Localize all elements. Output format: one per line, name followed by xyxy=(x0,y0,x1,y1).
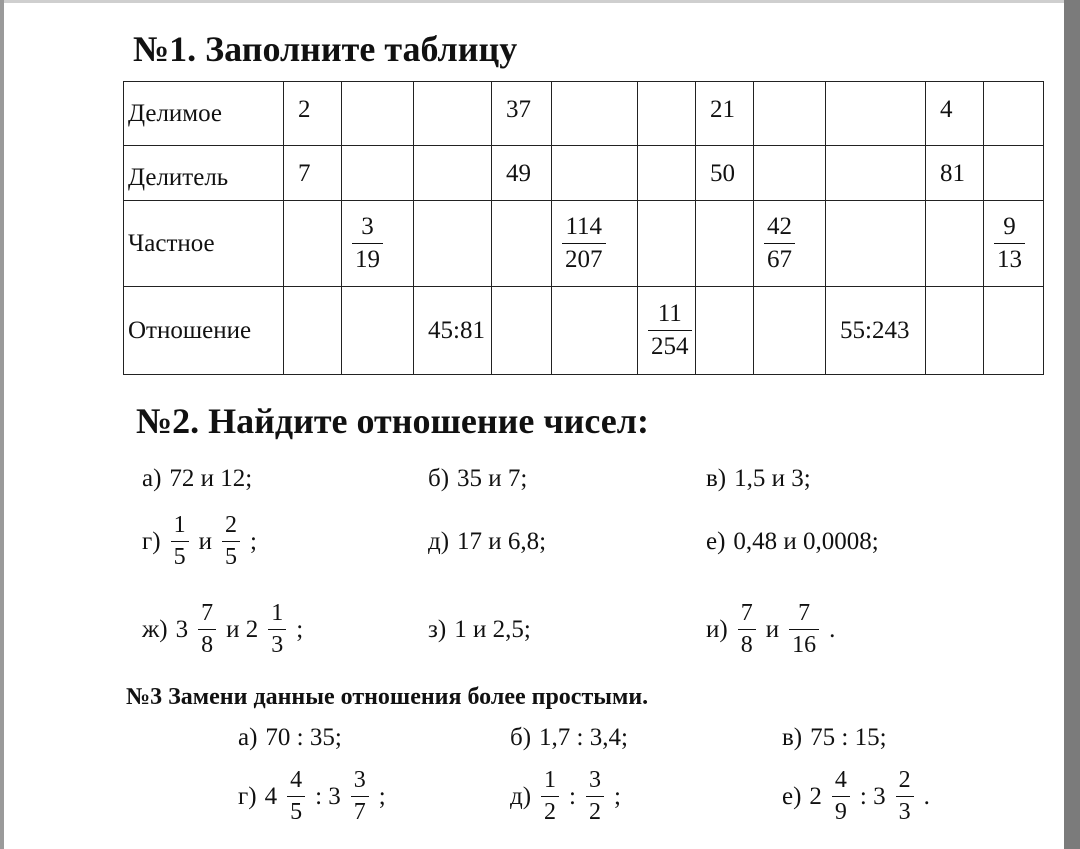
exercise-item xyxy=(782,768,930,825)
task1-title: №1. Заполните таблицу xyxy=(133,29,518,69)
task3-title: №3 Замени данные отношения более простыми. xyxy=(126,684,649,710)
table-cell: 45:81 xyxy=(414,287,492,375)
cell-fraction xyxy=(352,214,383,274)
item-fraction xyxy=(351,768,369,825)
table-cell xyxy=(342,82,414,146)
table-cell xyxy=(414,201,492,287)
item-text: 70 : 35; xyxy=(265,724,342,751)
division-table xyxy=(123,81,1044,375)
table-row xyxy=(124,82,1044,146)
table-cell xyxy=(826,146,926,201)
exercise-item xyxy=(706,528,879,556)
item-text: ; xyxy=(378,782,386,810)
exercise-item xyxy=(782,724,887,752)
item-text: и 2 xyxy=(226,615,259,643)
fraction-bar xyxy=(562,243,606,244)
exercise-item xyxy=(238,724,342,752)
item-text: 4 xyxy=(264,782,278,810)
table-cell: 49 xyxy=(492,146,552,201)
item-text: ; xyxy=(296,615,304,643)
item-letter: и) xyxy=(706,615,728,643)
item-letter: г) xyxy=(142,527,161,555)
fraction-denominator: 5 xyxy=(173,544,186,571)
fraction-numerator: 4 xyxy=(290,767,303,793)
table-cell xyxy=(754,201,826,287)
fraction-numerator: 3 xyxy=(361,212,374,240)
table-cell: 50 xyxy=(696,146,754,201)
fraction-bar xyxy=(764,243,795,244)
table-cell: 81 xyxy=(926,146,984,201)
frame-top xyxy=(0,0,1080,3)
item-text: 2 xyxy=(809,782,822,810)
fraction-numerator: 1 xyxy=(173,512,186,538)
item-text: 0,48 и 0,0008; xyxy=(733,528,879,555)
cell-fraction xyxy=(994,214,1025,274)
table-row xyxy=(124,287,1044,375)
table-cell xyxy=(638,201,696,287)
exercise-item xyxy=(142,513,257,570)
fraction-bar xyxy=(222,541,240,542)
item-letter: б) xyxy=(428,465,450,492)
item-text: ; xyxy=(614,782,621,810)
item-letter: а) xyxy=(142,465,162,492)
item-text: 1 и 2,5; xyxy=(454,616,531,643)
item-letter: д) xyxy=(510,782,532,810)
fraction-numerator: 114 xyxy=(565,212,603,240)
fraction-denominator: 13 xyxy=(997,246,1022,273)
item-text: 1,7 : 3,4; xyxy=(539,724,628,751)
item-letter: в) xyxy=(782,724,803,751)
item-fraction xyxy=(287,768,305,825)
item-text: : 3 xyxy=(315,782,341,810)
fraction-bar xyxy=(198,629,216,630)
exercise-item xyxy=(428,528,546,556)
table-row xyxy=(124,146,1044,201)
item-fraction xyxy=(222,513,240,570)
exercise-item xyxy=(510,724,628,752)
table-cell: 2 xyxy=(284,82,342,146)
fraction-denominator: 19 xyxy=(355,246,380,273)
table-cell xyxy=(754,287,826,375)
table-row xyxy=(124,201,1044,287)
fraction-bar xyxy=(994,243,1025,244)
table-cell xyxy=(984,146,1044,201)
fraction-bar xyxy=(586,796,604,797)
item-text: 72 и 12; xyxy=(169,465,253,492)
fraction-denominator: 3 xyxy=(271,632,284,659)
table-cell xyxy=(984,82,1044,146)
item-text: 3 xyxy=(175,615,189,643)
fraction-bar xyxy=(738,629,756,630)
table-cell xyxy=(284,201,342,287)
fraction-numerator: 7 xyxy=(201,600,214,626)
item-text: : xyxy=(569,782,576,810)
fraction-numerator: 2 xyxy=(898,767,911,793)
exercise-item xyxy=(142,465,252,493)
item-fraction xyxy=(896,768,914,825)
frame-right xyxy=(1064,0,1080,849)
table-cell xyxy=(926,287,984,375)
fraction-denominator: 8 xyxy=(740,632,753,659)
fraction-denominator: 9 xyxy=(834,799,847,826)
row-label: Частное xyxy=(124,201,284,287)
fraction-bar xyxy=(268,629,286,630)
fraction-bar xyxy=(171,541,189,542)
item-fraction xyxy=(198,601,216,658)
fraction-numerator: 2 xyxy=(224,512,237,538)
fraction-bar xyxy=(287,796,305,797)
fraction-bar xyxy=(789,629,819,630)
row-label: Отношение xyxy=(124,287,284,375)
item-fraction xyxy=(738,601,756,658)
frame-left xyxy=(0,0,4,849)
table-cell: 4 xyxy=(926,82,984,146)
item-letter: а) xyxy=(238,724,258,751)
fraction-numerator: 3 xyxy=(353,767,366,793)
item-text: и xyxy=(198,527,212,555)
fraction-numerator: 9 xyxy=(1003,212,1016,240)
table-cell xyxy=(492,287,552,375)
item-letter: з) xyxy=(428,616,447,643)
table-cell xyxy=(638,146,696,201)
table-cell: 7 xyxy=(284,146,342,201)
fraction-numerator: 42 xyxy=(767,212,792,240)
fraction-bar xyxy=(351,796,369,797)
table-cell xyxy=(984,287,1044,375)
exercise-item xyxy=(142,601,303,658)
fraction-denominator: 3 xyxy=(898,799,911,826)
table-cell xyxy=(826,201,926,287)
item-text: 17 и 6,8; xyxy=(457,528,547,555)
item-fraction xyxy=(586,768,604,825)
item-fraction xyxy=(268,601,286,658)
table-cell xyxy=(552,146,638,201)
table-cell xyxy=(696,201,754,287)
exercise-item xyxy=(706,601,835,658)
fraction-denominator: 207 xyxy=(565,246,603,273)
table-cell xyxy=(342,146,414,201)
item-text: . xyxy=(829,615,836,643)
fraction-denominator: 254 xyxy=(651,333,689,360)
fraction-bar xyxy=(832,796,850,797)
fraction-bar xyxy=(648,330,692,331)
table-cell xyxy=(984,201,1044,287)
fraction-numerator: 4 xyxy=(834,767,847,793)
fraction-numerator: 3 xyxy=(589,767,601,793)
cell-fraction xyxy=(562,214,606,274)
item-letter: г) xyxy=(238,782,257,810)
table-cell xyxy=(638,287,696,375)
table-cell xyxy=(342,201,414,287)
item-letter: е) xyxy=(782,782,802,810)
item-fraction xyxy=(541,768,559,825)
row-label: Делимое xyxy=(124,82,284,146)
table-cell xyxy=(492,201,552,287)
item-letter: б) xyxy=(510,724,532,751)
fraction-denominator: 2 xyxy=(544,799,557,826)
item-letter: ж) xyxy=(142,615,168,643)
table-cell xyxy=(826,82,926,146)
item-letter: е) xyxy=(706,528,726,555)
item-fraction xyxy=(171,513,189,570)
item-fraction xyxy=(832,768,850,825)
cell-fraction xyxy=(648,301,692,361)
fraction-numerator: 1 xyxy=(544,767,557,793)
exercise-item xyxy=(706,465,811,493)
fraction-denominator: 5 xyxy=(224,544,237,571)
fraction-numerator: 11 xyxy=(657,299,682,327)
item-letter: д) xyxy=(428,528,450,555)
table-cell xyxy=(638,82,696,146)
table-cell xyxy=(926,201,984,287)
fraction-denominator: 67 xyxy=(767,246,792,273)
exercise-item xyxy=(510,768,621,825)
table-cell xyxy=(754,146,826,201)
table-cell xyxy=(552,287,638,375)
fraction-bar xyxy=(352,243,383,244)
fraction-bar xyxy=(896,796,914,797)
row-label: Делитель xyxy=(124,146,284,201)
table-cell xyxy=(414,82,492,146)
table-cell xyxy=(552,82,638,146)
item-text: . xyxy=(923,782,930,810)
task2-title: №2. Найдите отношение чисел: xyxy=(136,401,649,441)
item-text: 1,5 и 3; xyxy=(734,465,811,492)
item-text: и xyxy=(765,615,780,643)
table-cell: 55:243 xyxy=(826,287,926,375)
item-text: 75 : 15; xyxy=(810,724,887,751)
item-text: 35 и 7; xyxy=(457,465,528,492)
fraction-denominator: 16 xyxy=(792,632,817,659)
exercise-item xyxy=(428,465,527,493)
table-cell xyxy=(754,82,826,146)
table-cell xyxy=(696,287,754,375)
fraction-numerator: 1 xyxy=(271,600,284,626)
item-text: ; xyxy=(249,527,257,555)
item-text: : 3 xyxy=(859,782,886,810)
fraction-bar xyxy=(541,796,559,797)
table-cell xyxy=(284,287,342,375)
table-cell xyxy=(414,146,492,201)
fraction-denominator: 7 xyxy=(353,799,366,826)
exercise-item xyxy=(238,768,386,825)
fraction-denominator: 5 xyxy=(290,799,303,826)
fraction-denominator: 2 xyxy=(589,799,601,826)
cell-fraction xyxy=(764,214,795,274)
table-cell xyxy=(552,201,638,287)
table-cell xyxy=(342,287,414,375)
item-letter: в) xyxy=(706,465,727,492)
fraction-denominator: 8 xyxy=(201,632,214,659)
item-fraction xyxy=(789,601,819,658)
exercise-item xyxy=(428,616,531,644)
fraction-numerator: 7 xyxy=(740,600,753,626)
table-cell: 37 xyxy=(492,82,552,146)
fraction-numerator: 7 xyxy=(798,600,811,626)
table-cell: 21 xyxy=(696,82,754,146)
